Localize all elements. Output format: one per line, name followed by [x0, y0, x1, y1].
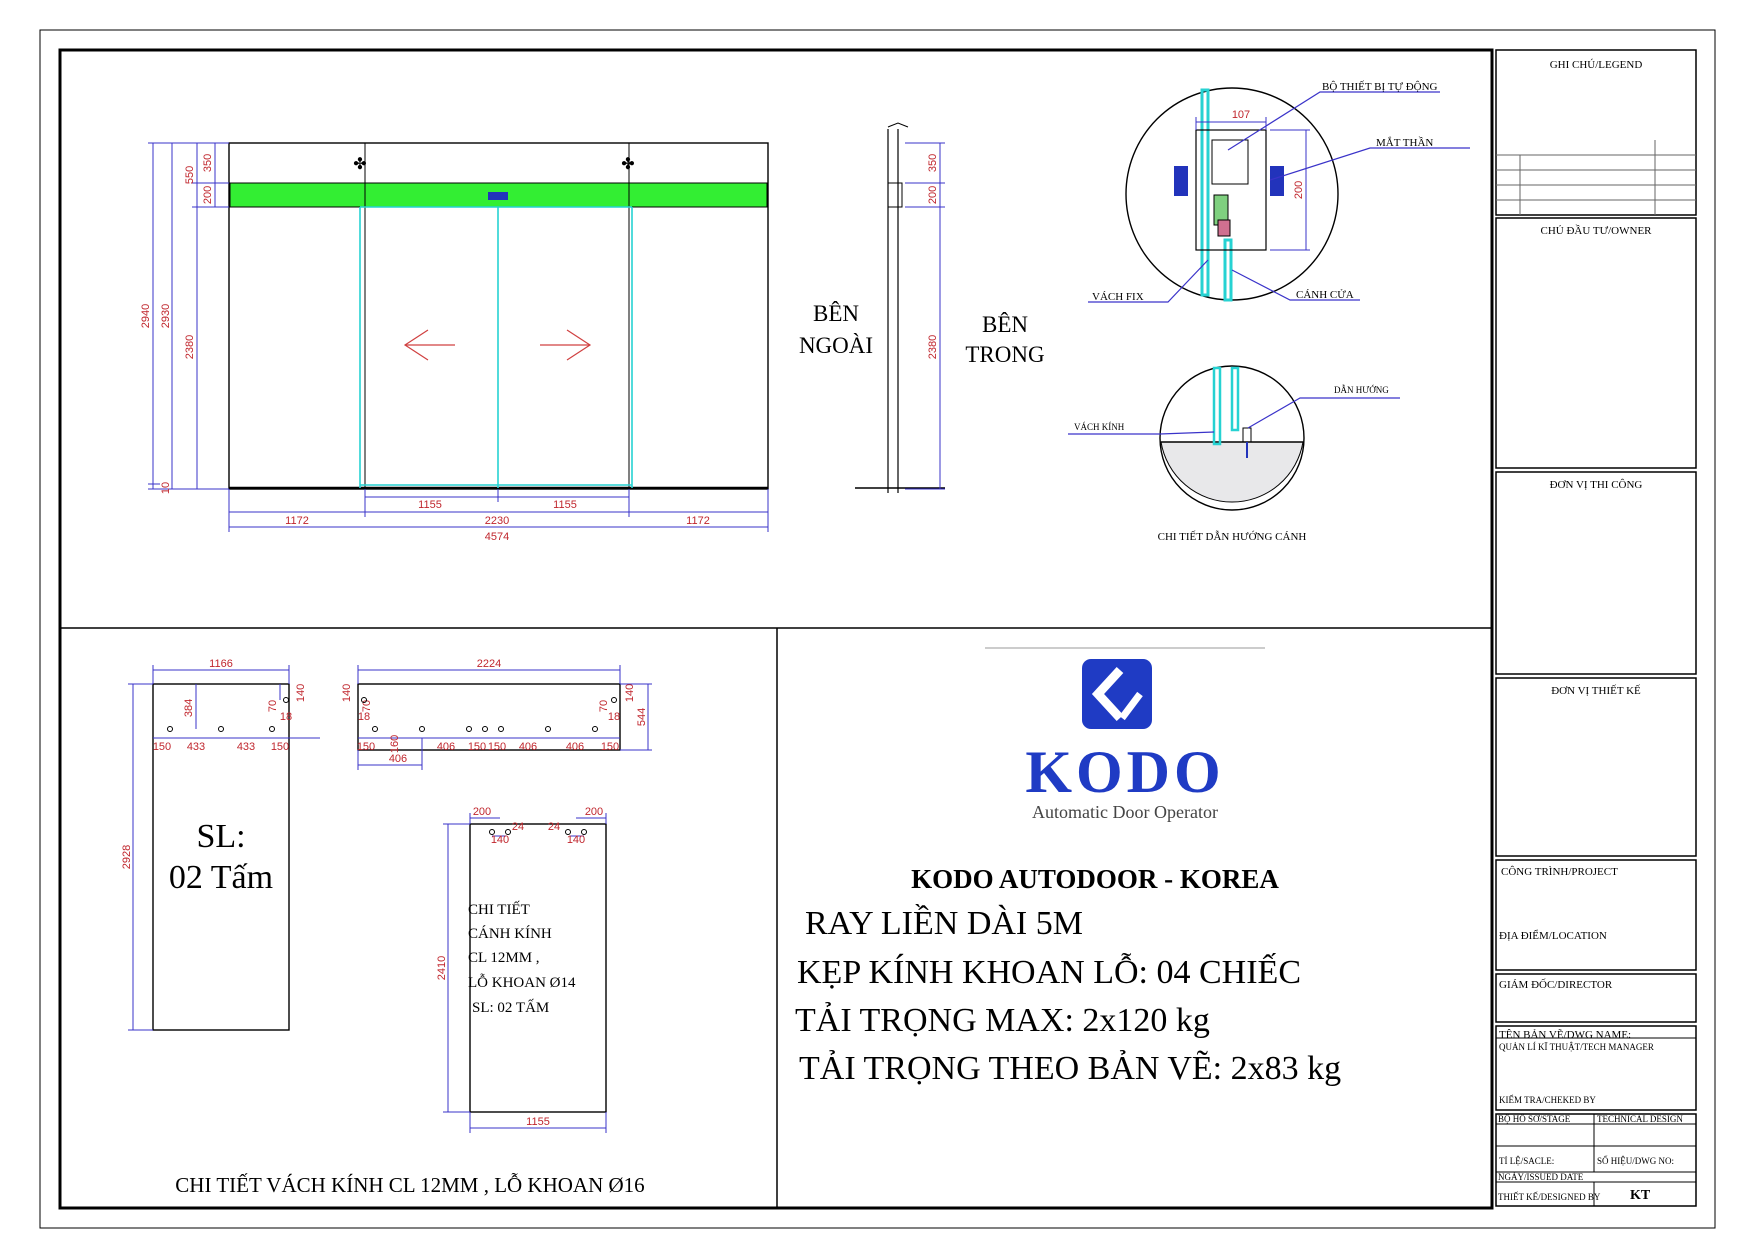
tb-stage-value: TECHNICAL DESIGN [1597, 1114, 1683, 1124]
clamp-part [1218, 220, 1230, 236]
sensor-right [1270, 166, 1284, 196]
section-top-break [888, 123, 908, 127]
tb-tech-manager: QUẢN LÍ KĨ THUẬT/TECH MANAGER [1499, 1042, 1654, 1052]
label-sensor: MẮT THẦN [1376, 137, 1434, 149]
fixed-dim-384: 384 [183, 698, 195, 718]
label-guide: DẪN HƯỚNG [1334, 385, 1389, 395]
top-dim-width: 2224 [476, 658, 502, 670]
door-hole-dim-2: 24 [547, 821, 561, 833]
tb-director: GIÁM ĐỐC/DIRECTOR [1499, 979, 1613, 991]
fixed-qty-2: 02 Tấm [168, 859, 274, 896]
door-note-1: CÁNH KÍNH [468, 926, 552, 942]
fixed-dim-140: 140 [295, 683, 307, 703]
tb-contractor: ĐƠN VỊ THI CÔNG [1549, 479, 1643, 491]
dim-1155-left: 1155 [418, 499, 442, 511]
label-glass: VÁCH KÍNH [1074, 422, 1125, 432]
front-elevation [140, 143, 768, 543]
sensor-left [1174, 166, 1188, 196]
tb-owner-box [1496, 218, 1696, 468]
top-hole-6: 150 [600, 741, 620, 753]
label-door: CÁNH CỬA [1296, 289, 1354, 301]
tb-legend: GHI CHÚ/LEGEND [1549, 59, 1643, 71]
fixed-glass-outline [153, 684, 289, 1030]
top-dim-544: 544 [636, 707, 648, 727]
outer-border [40, 30, 1715, 1228]
tb-project: CÔNG TRÌNH/PROJECT [1501, 866, 1618, 878]
dim-1172-right: 1172 [686, 515, 710, 527]
tb-designer-box [1496, 678, 1696, 856]
top-holes [362, 698, 617, 732]
sensor-block [488, 192, 508, 200]
drawing-frame [60, 50, 1492, 1208]
top-dim-70-left: 70 [361, 699, 373, 713]
section-dim-350: 350 [927, 153, 939, 173]
fixed-dim-70: 70 [267, 699, 279, 713]
fixed-dim-width: 1166 [209, 658, 233, 670]
tb-checked-by: KIỂM TRA/CHEKED BY [1499, 1095, 1596, 1105]
arrow-left-icon [405, 330, 455, 360]
section-dim-lines [905, 143, 945, 489]
dim-550: 550 [184, 165, 196, 185]
guide-glass-right [1232, 368, 1238, 430]
dim-1172-left: 1172 [285, 515, 309, 527]
motor-block [1212, 140, 1248, 184]
door-top-dim-right: 200 [584, 806, 604, 818]
fixed-hole-2: 433 [236, 741, 256, 753]
dim-200: 200 [202, 185, 214, 205]
tb-designed-by: THIẾT KẾ/DESIGNED BY [1498, 1192, 1601, 1202]
top-sub-dim: 406 [388, 753, 408, 765]
detail-dim-200: 200 [1293, 180, 1305, 200]
guide-detail [1068, 366, 1400, 543]
dim-10: 10 [160, 481, 172, 495]
guide-block [1243, 428, 1251, 442]
tb-dwg-no: SỐ HIỆU/DWG NO: [1597, 1156, 1674, 1166]
tb-designer-unit: ĐƠN VỊ THIẾT KẾ [1551, 685, 1641, 697]
kodo-logo-text: KODO [1025, 739, 1225, 805]
fixed-hole-1: 433 [186, 741, 206, 753]
title-block [1496, 50, 1696, 1206]
company-name: KODO AUTODOOR - KOREA [911, 864, 1279, 894]
detail-dim-107: 107 [1231, 109, 1251, 121]
section-operator [888, 183, 902, 207]
top-dim-140-right: 140 [624, 683, 636, 703]
brand-area [795, 648, 1341, 1087]
fixed-hole-0: 150 [152, 741, 172, 753]
dim-2940: 2940 [140, 303, 152, 329]
dim-4574: 4574 [484, 531, 510, 543]
door-glass-strip [1225, 240, 1231, 300]
tb-contractor-box [1496, 472, 1696, 674]
top-dim-140-left: 140 [341, 683, 353, 703]
top-hole-2: 150 [467, 741, 487, 753]
door-note-0: CHI TIẾT [468, 902, 530, 918]
top-glass-panel [341, 658, 652, 770]
arrow-right-icon [540, 330, 590, 360]
dim-2930: 2930 [160, 303, 172, 329]
tb-owner: CHỦ ĐẦU TƯ/OWNER [1540, 225, 1652, 237]
fixed-hole-3: 150 [270, 741, 290, 753]
top-dim-18-left: 18 [357, 711, 371, 723]
glass-detail-caption: CHI TIẾT VÁCH KÍNH CL 12MM , LỖ KHOAN Ø16 [175, 1173, 645, 1197]
label-fixed: VÁCH FIX [1092, 291, 1144, 303]
door-hole-dim-3: 140 [566, 834, 586, 846]
dim-350: 350 [202, 153, 214, 173]
tb-scale: TỈ LỆ/SACLE: [1499, 1156, 1555, 1166]
operator-detail [1088, 80, 1470, 303]
tb-legend-box [1496, 50, 1696, 215]
door-hole-dim-0: 140 [490, 834, 510, 846]
tb-dwg-name: TÊN BẢN VẼ/DWG NAME: [1499, 1029, 1632, 1041]
top-dim-18-right: 18 [607, 711, 621, 723]
spec-line-0: RAY LIỀN DÀI 5M [805, 905, 1083, 942]
inside-label-1: BÊN [982, 312, 1028, 337]
spec-line-2: TẢI TRỌNG MAX: 2x120 kg [795, 1002, 1210, 1039]
top-hole-1: 406 [436, 741, 456, 753]
top-hole-0: 150 [356, 741, 376, 753]
door-glass-dims [443, 813, 606, 1133]
tb-stage: BỘ HỒ SƠ/STAGE [1498, 1114, 1571, 1124]
door-dim-width: 1155 [526, 1116, 550, 1128]
top-hole-5: 406 [565, 741, 585, 753]
guide-glass-left [1214, 368, 1220, 444]
clip-icon-left: ✤ [353, 156, 367, 173]
fixed-glass-panel [121, 658, 320, 1030]
section-dim-2380: 2380 [927, 334, 939, 360]
floor-hatch [1161, 442, 1303, 502]
tb-legend-grid [1496, 140, 1696, 215]
label-device: BỘ THIẾT BỊ TỰ ĐỘNG [1322, 81, 1438, 93]
dim-2380: 2380 [184, 334, 196, 360]
tb-designed-value: KT [1630, 1188, 1651, 1203]
spec-line-1: KẸP KÍNH KHOAN LỖ: 04 CHIẾC [797, 954, 1301, 991]
tb-location: ĐỊA ĐIỂM/LOCATION [1499, 930, 1607, 942]
side-section [799, 123, 1045, 493]
door-dim-height: 2410 [436, 955, 448, 981]
door-note-3: LỖ KHOAN Ø14 [468, 975, 576, 991]
spec-line-3: TẢI TRỌNG THEO BẢN VẼ: 2x83 kg [799, 1050, 1342, 1087]
top-dim-160: 160 [389, 734, 401, 754]
door-note-2: CL 12MM , [468, 950, 540, 966]
outside-label-1: BÊN [813, 301, 859, 326]
dim-2230: 2230 [484, 515, 510, 527]
clip-icon-right: ✤ [621, 156, 635, 173]
top-hole-3: 150 [487, 741, 507, 753]
dim-1155-right: 1155 [553, 499, 577, 511]
door-hole-dim-1: 24 [511, 821, 525, 833]
detail-leaders [1088, 92, 1470, 302]
top-hole-4: 406 [518, 741, 538, 753]
door-top-dim-left: 200 [472, 806, 492, 818]
door-glass-outline [470, 824, 606, 1112]
tb-issued: NGÀY/ISSUED DATE [1498, 1172, 1584, 1182]
outside-label-2: NGOÀI [798, 333, 874, 358]
door-note-4: SL: 02 TẤM [472, 1000, 550, 1016]
kodo-logo-tagline: Automatic Door Operator [1032, 802, 1218, 822]
inside-label-2: TRONG [965, 342, 1045, 367]
fixed-qty-1: SL: [196, 818, 246, 855]
guide-caption: CHI TIẾT DẪN HƯỚNG CÁNH [1157, 531, 1307, 543]
fixed-dim-18: 18 [279, 711, 293, 723]
fixed-dim-height: 2928 [121, 844, 133, 870]
fixed-glass-strip [1202, 90, 1208, 295]
top-dim-70-right: 70 [598, 699, 610, 713]
door-glass-panel [436, 806, 606, 1133]
section-dim-200: 200 [927, 185, 939, 205]
